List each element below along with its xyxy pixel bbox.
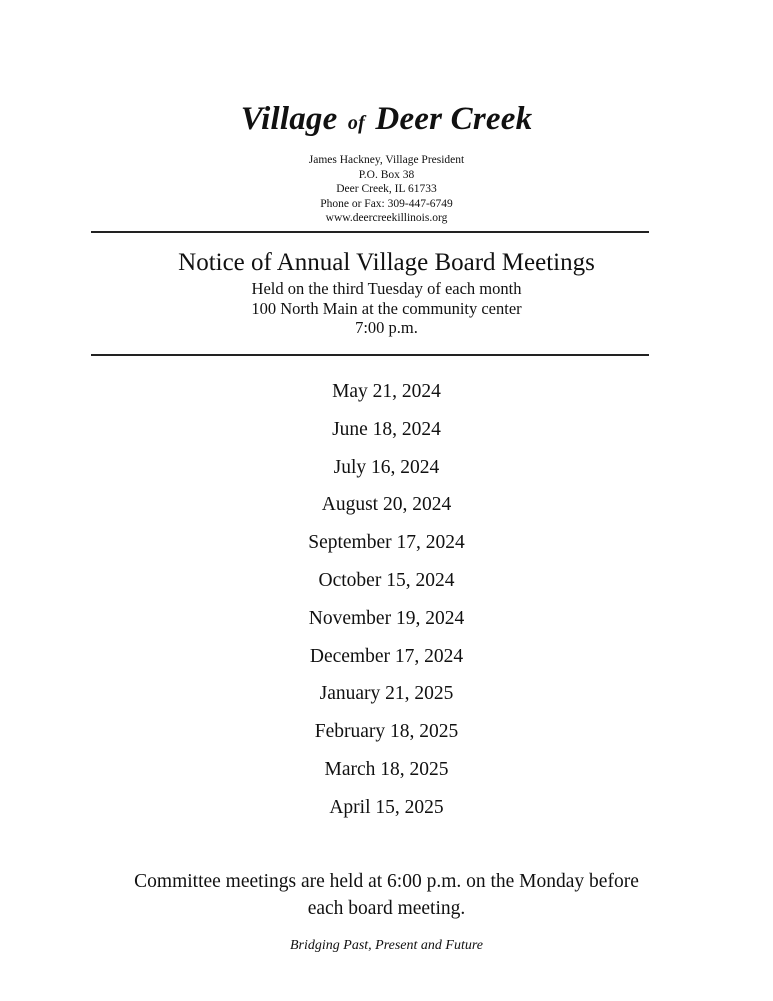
title-village: Village	[240, 101, 338, 137]
contact-phone: Phone or Fax: 309-447-6749	[320, 197, 453, 210]
meeting-date: June 18, 2024	[332, 418, 441, 440]
meeting-date: March 18, 2025	[324, 758, 449, 780]
contact-president: James Hackney, Village President	[308, 154, 465, 166]
title-of: of	[347, 112, 365, 134]
committee-note	[0, 868, 773, 922]
meeting-date: April 15, 2025	[329, 796, 444, 818]
committee-line-1: Committee meetings are held at 6:00 p.m. on the Monday before	[134, 871, 639, 892]
contact-city-state-zip: Deer Creek, IL 61733	[336, 183, 437, 195]
meeting-date: January 21, 2025	[319, 683, 454, 705]
top-divider	[91, 231, 649, 233]
contact-po-box: P.O. Box 38	[358, 168, 415, 181]
meeting-date: November 19, 2024	[308, 607, 465, 629]
footer-tagline: Bridging Past, Present and Future	[290, 938, 483, 953]
meeting-date: July 16, 2024	[333, 456, 440, 478]
contact-website: www.deercreekillinois.org	[325, 212, 448, 224]
village-title	[0, 98, 773, 144]
bottom-divider	[91, 354, 649, 356]
meeting-dates-list	[0, 373, 773, 827]
meeting-date: September 17, 2024	[308, 532, 465, 554]
contact-block	[0, 153, 773, 226]
notice-heading: Notice of Annual Village Board Meetings	[178, 249, 595, 276]
meeting-date: December 17, 2024	[309, 645, 464, 667]
meeting-date: May 21, 2024	[332, 381, 441, 402]
meeting-date: October 15, 2024	[318, 569, 455, 591]
notice-time: 7:00 p.m.	[355, 318, 418, 337]
notice-schedule: Held on the third Tuesday of each month	[251, 279, 522, 298]
meeting-date: February 18, 2025	[314, 721, 459, 743]
notice-details	[0, 279, 773, 338]
committee-line-2: each board meeting.	[307, 898, 466, 919]
meeting-date: August 20, 2024	[321, 494, 452, 516]
title-deer-creek: Deer Creek	[375, 101, 533, 137]
notice-location: 100 North Main at the community center	[251, 298, 522, 318]
